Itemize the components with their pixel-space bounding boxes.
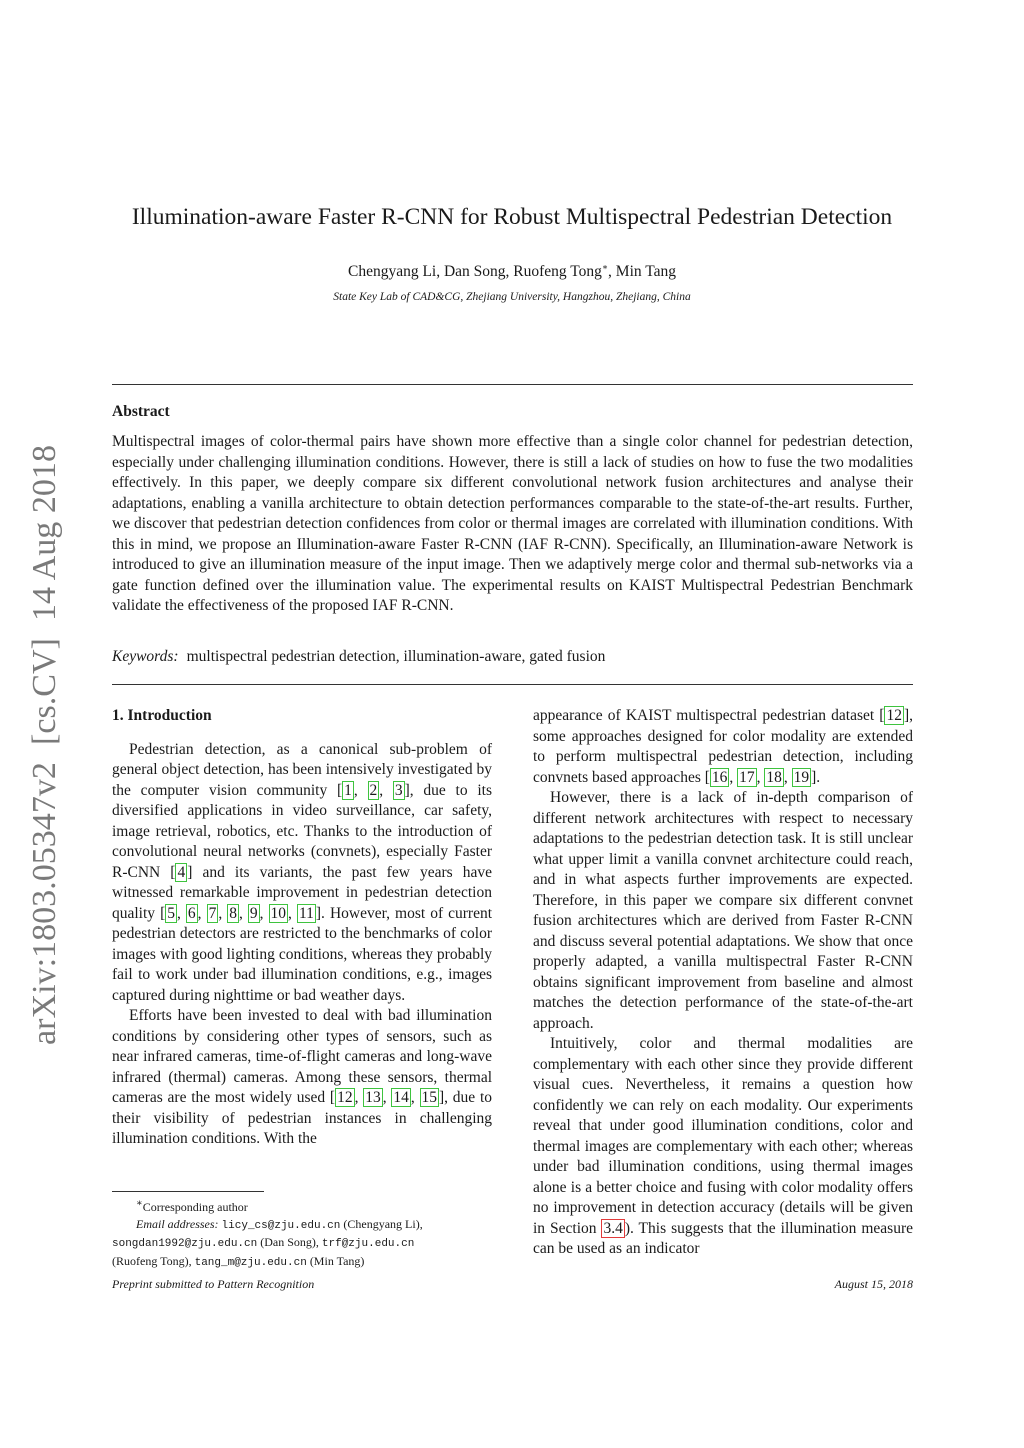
citation-link[interactable]: 3 bbox=[394, 781, 403, 799]
citation-link[interactable]: 2 bbox=[369, 781, 378, 799]
email-link[interactable]: licy_cs@zju.edu.cn bbox=[221, 1219, 341, 1232]
email-link[interactable]: trf@zju.edu.cn bbox=[321, 1238, 415, 1250]
right-column bbox=[533, 706, 913, 1260]
citation-link[interactable]: 9 bbox=[249, 904, 258, 922]
footnote-corresponding: ∗Corresponding author bbox=[136, 1198, 248, 1214]
author-names: Chengyang Li, Dan Song, Ruofeng Tong bbox=[347, 263, 602, 281]
top-rule bbox=[112, 384, 913, 385]
citation-link[interactable]: 10 bbox=[270, 904, 287, 922]
citation-link[interactable]: 5 bbox=[167, 904, 175, 922]
citation-link[interactable]: 16 bbox=[711, 768, 728, 786]
citation-link[interactable]: 12 bbox=[337, 1089, 353, 1106]
section-reference-link[interactable]: 3.4 bbox=[603, 1219, 623, 1237]
citation-link[interactable]: 14 bbox=[393, 1089, 409, 1106]
footnote-emails-line-1: Email addresses: licy_cs@zju.edu.cn (Chengyang Li), bbox=[136, 1216, 423, 1232]
author-last: , Min Tang bbox=[608, 263, 676, 281]
intro-paragraph-2: Efforts have been invested to deal with bad illumination conditions by considering other types of sensors, such as near infrared cameras, time-of-flight cameras and long-wave infrared (thermal) cameras. Among these sensors, thermal cameras are the most widely used [ 12 , 13 , 14 , 15 ], due to their visibility of pedestrian instances in challenging illumination conditions. With the bbox=[112, 1007, 493, 1147]
intro-paragraph-3: appearance of KAIST multispectral pedestrian dataset [ 12 ], some approaches designed for color modality are extended to perform multispectral pedestrian detection, including convnets based approaches [ 16 , 17 , 18 , 19 ]. bbox=[533, 707, 913, 786]
paper-title: Illumination-aware Faster R-CNN for Robust Multispectral Pedestrian Detection bbox=[131, 204, 893, 230]
abstract-text: Multispectral images of color-thermal pairs have shown more effective than a single color channel for pedestrian detection, especially under challenging illumination conditions. However, there is still a lack of studies on how to fuse the two modalities effectively. In this paper, we deeply compare six different convolutional network fusion architectures and analyse their adaptations, enabling a vanilla architecture to obtain detection performances comparable to the state-of-the-art results. Further, we discover that pedestrian detection confidences from color or thermal images are correlated with illumination conditions. With this in mind, we propose an Illumination-aware Faster R-CNN (IAF R-CNN). Specifically, an Illumination-aware Network is introduced to give an illumination measure of the input image. Then we adaptively merge color and thermal sub-networks via a gate function defined over the illumination value. The experimental results on KAIST Multispectral Pedestrian Benchmark validate the effectiveness of the proposed IAF R-CNN. bbox=[112, 433, 913, 614]
arxiv-identifier: arXiv:1803.05347v2 [cs.CV] 14 Aug 2018 bbox=[26, 446, 63, 1045]
footer-preprint-note: Preprint submitted to Pattern Recognition bbox=[112, 1277, 315, 1291]
email-link[interactable]: tang_m@zju.edu.cn bbox=[194, 1256, 307, 1269]
citation-link[interactable]: 4 bbox=[177, 863, 186, 881]
footnote-emails-line-3: (Ruofeng Tong), tang_m@zju.edu.cn (Min Tang) bbox=[112, 1253, 365, 1269]
citation-link[interactable]: 8 bbox=[229, 904, 237, 922]
keywords-label: Keywords: bbox=[112, 648, 179, 665]
citation-link[interactable]: 17 bbox=[739, 768, 755, 786]
citation-link[interactable]: 15 bbox=[421, 1089, 438, 1106]
affiliation: State Key Lab of CAD&CG, Zhejiang University, Hangzhou, Zhejiang, China bbox=[333, 291, 691, 303]
corresponding-mark: ∗ bbox=[601, 262, 609, 272]
keywords bbox=[112, 648, 913, 666]
abstract-bottom-rule bbox=[112, 684, 913, 685]
citation-link[interactable]: 7 bbox=[208, 904, 217, 922]
section-heading-introduction: 1. Introduction bbox=[112, 707, 212, 724]
footer-date: August 15, 2018 bbox=[834, 1277, 913, 1291]
intro-paragraph-4: However, there is a lack of in-depth comparison of different network architectures with respect to necessary adaptations to the pedestrian detection task. It is still unclear what upper limit a vanilla convnet architecture could reach, and in what aspects further improvements are expected. Therefore, in this paper we compare six different convnet fusion architectures which are derived from Faster R-CNN and discuss several potential adaptations. We show that once properly adapted, a vanilla multispectral Faster R-CNN obtains significant improvement from baseline and almost matches the detection performance of the state-of-the-art approach. bbox=[533, 789, 913, 1032]
footnote-emails-line-2: songdan1992@zju.edu.cn (Dan Song), trf@zju.edu.cn bbox=[112, 1235, 415, 1250]
email-link[interactable]: songdan1992@zju.edu.cn bbox=[112, 1238, 258, 1250]
arxiv-side-stamp bbox=[25, 440, 65, 1050]
citation-link[interactable]: 6 bbox=[187, 904, 196, 922]
author-list bbox=[0, 262, 1024, 281]
citation-link[interactable]: 1 bbox=[344, 781, 352, 799]
left-column bbox=[112, 706, 492, 1150]
citation-link[interactable]: 13 bbox=[365, 1089, 381, 1106]
footnote bbox=[112, 1196, 492, 1271]
citation-link[interactable]: 12 bbox=[886, 707, 902, 724]
intro-paragraph-1: Pedestrian detection, as a canonical sub-problem of general object detection, has been intensively investigated by the computer vision community [ 1 , 2 , 3 ], due to its diversified applications in video surveillance, car safety, image retrieval, robotics, etc. Thanks to the introduction of convolutional neural networks (convnets), especially Faster R-CNN [ 4 ] and its variants, the past few years have witnessed remarkable improvement in pedestrian detection quality [ 5 , 6 , 7 , 8 , 9 , 10 , 11 ]. However, most of current pedestrian detectors are restricted to the benchmarks of color images with good lighting conditions, whereas they probably fail to work under bad illumination conditions, e.g., images captured during nighttime or bad weather days. bbox=[112, 740, 493, 1004]
footnote-rule bbox=[112, 1191, 264, 1192]
intro-paragraph-5: Intuitively, color and thermal modalities are complementary with each other since they provide different visual cues. Nevertheless, it remains a question how confidently we can rely on each modality. Our experiments reveal that under good illumination conditions, color and thermal images are complementary with each other; whereas under bad illumination conditions, using thermal images alone is a better choice and fusing with color modality offers no improvement in detection accuracy (details will be given in Section 3.4 ). This suggests that the illumination measure can be used as an indicator bbox=[533, 1035, 913, 1257]
abstract-heading: Abstract bbox=[112, 403, 170, 420]
citation-link[interactable]: 19 bbox=[793, 768, 810, 786]
keywords-text: multispectral pedestrian detection, illumination-aware, gated fusion bbox=[186, 648, 606, 665]
citation-link[interactable]: 18 bbox=[766, 768, 782, 786]
citation-link[interactable]: 11 bbox=[298, 904, 314, 922]
